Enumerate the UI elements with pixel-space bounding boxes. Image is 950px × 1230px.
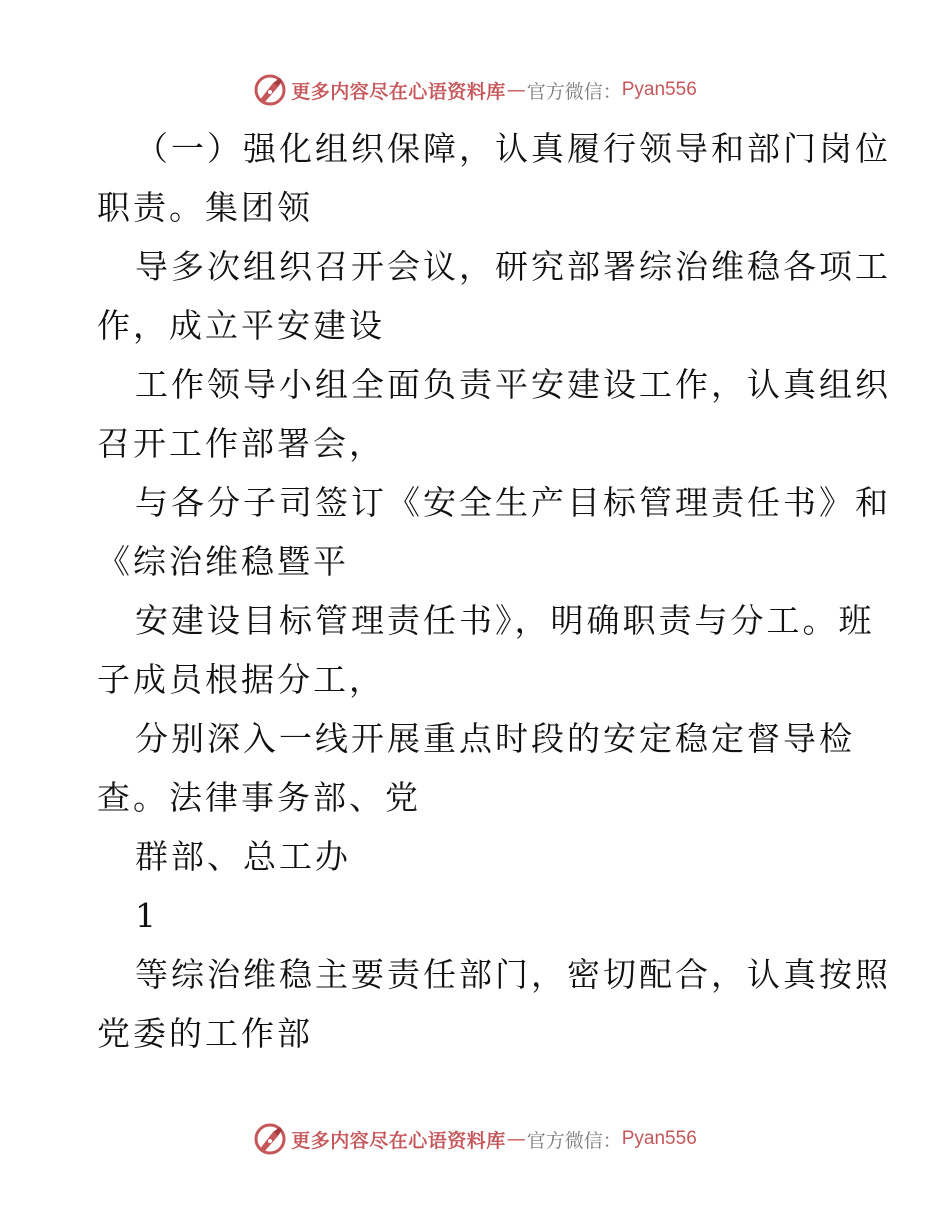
watermark-id: Pyan556 <box>621 1128 697 1149</box>
watermark-label: 官方微信： <box>526 80 622 103</box>
body-line: 群部、总工办 <box>135 837 351 876</box>
body-line: 导多次组织召开会议，研究部署综治维稳各项工 <box>135 247 891 286</box>
page-number: 1 <box>135 896 159 935</box>
body-line: 分别深入一线开展重点时段的安定稳定督导检 <box>135 719 855 758</box>
footer-watermark <box>0 1121 950 1157</box>
watermark-dash: — <box>506 1128 526 1150</box>
watermark-dash: — <box>506 79 526 101</box>
pen-nib-logo-icon <box>253 73 287 107</box>
body-line: 查。法律事务部、党 <box>97 778 421 817</box>
body-line: 作，成立平安建设 <box>97 306 385 345</box>
watermark-id: Pyan556 <box>621 79 697 100</box>
body-line: 子成员根据分工， <box>97 660 385 699</box>
header-watermark <box>0 72 950 108</box>
watermark-label: 官方微信： <box>526 1129 622 1152</box>
body-line: 安建设目标管理责任书》，明确职责与分工。班 <box>135 601 875 640</box>
body-line: 与各分子司签订《安全生产目标管理责任书》和 <box>135 483 891 522</box>
document-body <box>97 119 891 1063</box>
body-line: 职责。集团领 <box>97 188 313 227</box>
watermark-text-main: 更多内容尽在心语资料库 <box>291 1129 506 1152</box>
body-line: 工作领导小组全面负责平安建设工作，认真组织 <box>135 365 891 404</box>
body-line: 党委的工作部 <box>97 1014 313 1053</box>
pen-nib-logo-icon <box>253 1122 287 1156</box>
body-line: 等综治维稳主要责任部门，密切配合，认真按照 <box>135 955 891 994</box>
body-line: 召开工作部署会， <box>97 424 385 463</box>
body-line: 《综治维稳暨平 <box>97 542 349 581</box>
body-line: （一）强化组织保障，认真履行领导和部门岗位 <box>135 129 891 168</box>
watermark-text-main: 更多内容尽在心语资料库 <box>291 80 506 103</box>
